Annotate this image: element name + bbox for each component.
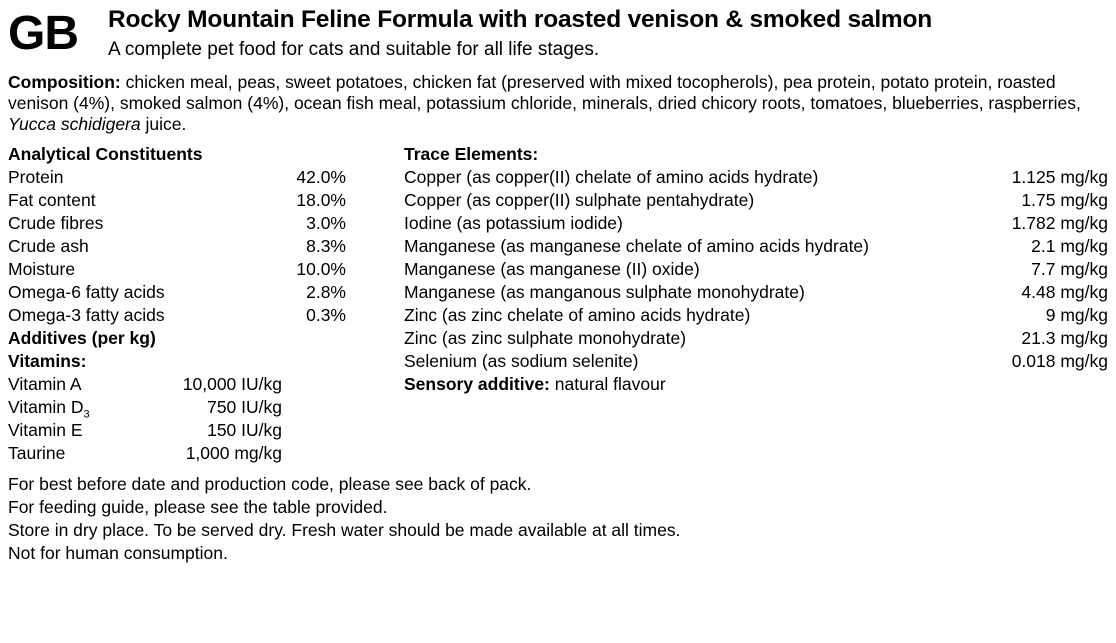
row-label: Zinc (as zinc chelate of amino acids hydrate) — [404, 305, 751, 325]
composition-text-after: juice. — [140, 114, 187, 134]
row-value: 9 mg/kg — [1045, 305, 1108, 325]
list-item — [8, 442, 402, 465]
composition-italic-term: Yucca schidigera — [8, 114, 141, 134]
list-item — [8, 304, 402, 327]
row-label: Copper (as copper(II) chelate of amino acids hydrate) — [404, 167, 819, 187]
sensory-additive-value: natural flavour — [549, 374, 666, 394]
row-value: 0.018 mg/kg — [1011, 351, 1108, 371]
footer-line: For best before date and production code, please see back of pack. — [8, 474, 532, 494]
composition-text-before: chicken meal, peas, sweet potatoes, chicken fat (preserved with mixed tocopherols), pea protein, potato protein, roasted venison (4%), smoked salmon (4%), ocean fish meal, potassium chloride, minerals, dried chicory roots, tomatoes, blueberries, raspberries, — [8, 72, 1081, 113]
row-label: Manganese (as manganous sulphate monohydrate) — [404, 282, 805, 302]
row-label: Fat content — [8, 190, 96, 210]
list-item — [8, 419, 402, 442]
row-label-subscript: 3 — [83, 408, 90, 421]
row-label: Zinc (as zinc sulphate monohydrate) — [404, 328, 687, 348]
country-code: GB — [8, 7, 78, 60]
list-item — [404, 189, 1108, 212]
list-item — [404, 212, 1108, 235]
row-value: 10.0% — [296, 259, 346, 279]
row-value: 10,000 IU/kg — [182, 374, 282, 394]
footer-line: For feeding guide, please see the table provided. — [8, 497, 388, 517]
label-header — [0, 0, 1116, 62]
list-item — [404, 166, 1108, 189]
row-value: 42.0% — [296, 167, 346, 187]
list-item — [404, 281, 1108, 304]
row-label: Moisture — [8, 259, 76, 279]
body-columns — [0, 135, 1116, 465]
footer-notes — [0, 465, 1116, 565]
list-item — [8, 281, 402, 304]
row-label: Taurine — [8, 443, 66, 463]
row-value: 21.3 mg/kg — [1021, 328, 1108, 348]
list-item — [404, 327, 1108, 350]
row-value: 2.8% — [306, 282, 346, 302]
row-value: 0.3% — [306, 305, 346, 325]
row-label — [8, 396, 90, 419]
row-value: 7.7 mg/kg — [1031, 259, 1108, 279]
row-label: Selenium (as sodium selenite) — [404, 351, 639, 371]
list-item — [8, 189, 402, 212]
row-value: 2.1 mg/kg — [1031, 236, 1108, 256]
trace-elements-list — [404, 166, 1108, 373]
row-value: 8.3% — [306, 236, 346, 256]
row-label: Iodine (as potassium iodide) — [404, 213, 623, 233]
composition-paragraph — [0, 62, 1116, 135]
row-label-text: Vitamin D — [8, 397, 84, 417]
product-subtitle: A complete pet food for cats and suitable for all life stages. — [108, 39, 600, 60]
sensory-additive-line — [404, 373, 1108, 396]
vitamins-list — [8, 373, 402, 465]
list-item — [404, 350, 1108, 373]
row-value: 3.0% — [306, 213, 346, 233]
row-label: Crude fibres — [8, 213, 104, 233]
analytical-constituents-list — [8, 166, 402, 327]
list-item — [404, 235, 1108, 258]
list-item — [8, 258, 402, 281]
row-value: 1.782 mg/kg — [1011, 213, 1108, 233]
additives-heading: Additives (per kg) — [8, 328, 156, 348]
row-label: Copper (as copper(II) sulphate pentahydrate) — [404, 190, 755, 210]
right-column — [402, 143, 1108, 396]
footer-line: Store in dry place. To be served dry. Fresh water should be made available at all times. — [8, 520, 681, 540]
row-value: 150 IU/kg — [207, 420, 282, 440]
left-column — [8, 143, 402, 465]
row-label: Omega-6 fatty acids — [8, 282, 165, 302]
row-value: 750 IU/kg — [207, 397, 282, 417]
vitamins-heading: Vitamins: — [8, 351, 87, 371]
analytical-constituents-heading: Analytical Constituents — [8, 144, 203, 164]
list-item — [8, 166, 402, 189]
trace-elements-heading: Trace Elements: — [404, 144, 539, 164]
list-item — [404, 258, 1108, 281]
row-value: 1,000 mg/kg — [185, 443, 282, 463]
list-item — [8, 235, 402, 258]
footer-line: Not for human consumption. — [8, 543, 228, 563]
row-label: Vitamin E — [8, 420, 83, 440]
list-item — [8, 396, 402, 419]
page-title: Rocky Mountain Feline Formula with roasted venison & smoked salmon — [108, 6, 933, 33]
row-label: Omega-3 fatty acids — [8, 305, 165, 325]
row-label: Manganese (as manganese chelate of amino acids hydrate) — [404, 236, 869, 256]
header-text-block — [104, 6, 1108, 62]
sensory-additive-label: Sensory additive: — [404, 374, 550, 394]
row-label: Manganese (as manganese (II) oxide) — [404, 259, 700, 279]
row-value: 18.0% — [296, 190, 346, 210]
list-item — [8, 212, 402, 235]
row-value: 4.48 mg/kg — [1021, 282, 1108, 302]
list-item — [404, 304, 1108, 327]
row-value: 1.125 mg/kg — [1011, 167, 1108, 187]
list-item — [8, 373, 402, 396]
row-label: Vitamin A — [8, 374, 82, 394]
row-label: Protein — [8, 167, 64, 187]
row-value: 1.75 mg/kg — [1021, 190, 1108, 210]
row-label: Crude ash — [8, 236, 89, 256]
composition-label: Composition: — [8, 72, 121, 92]
